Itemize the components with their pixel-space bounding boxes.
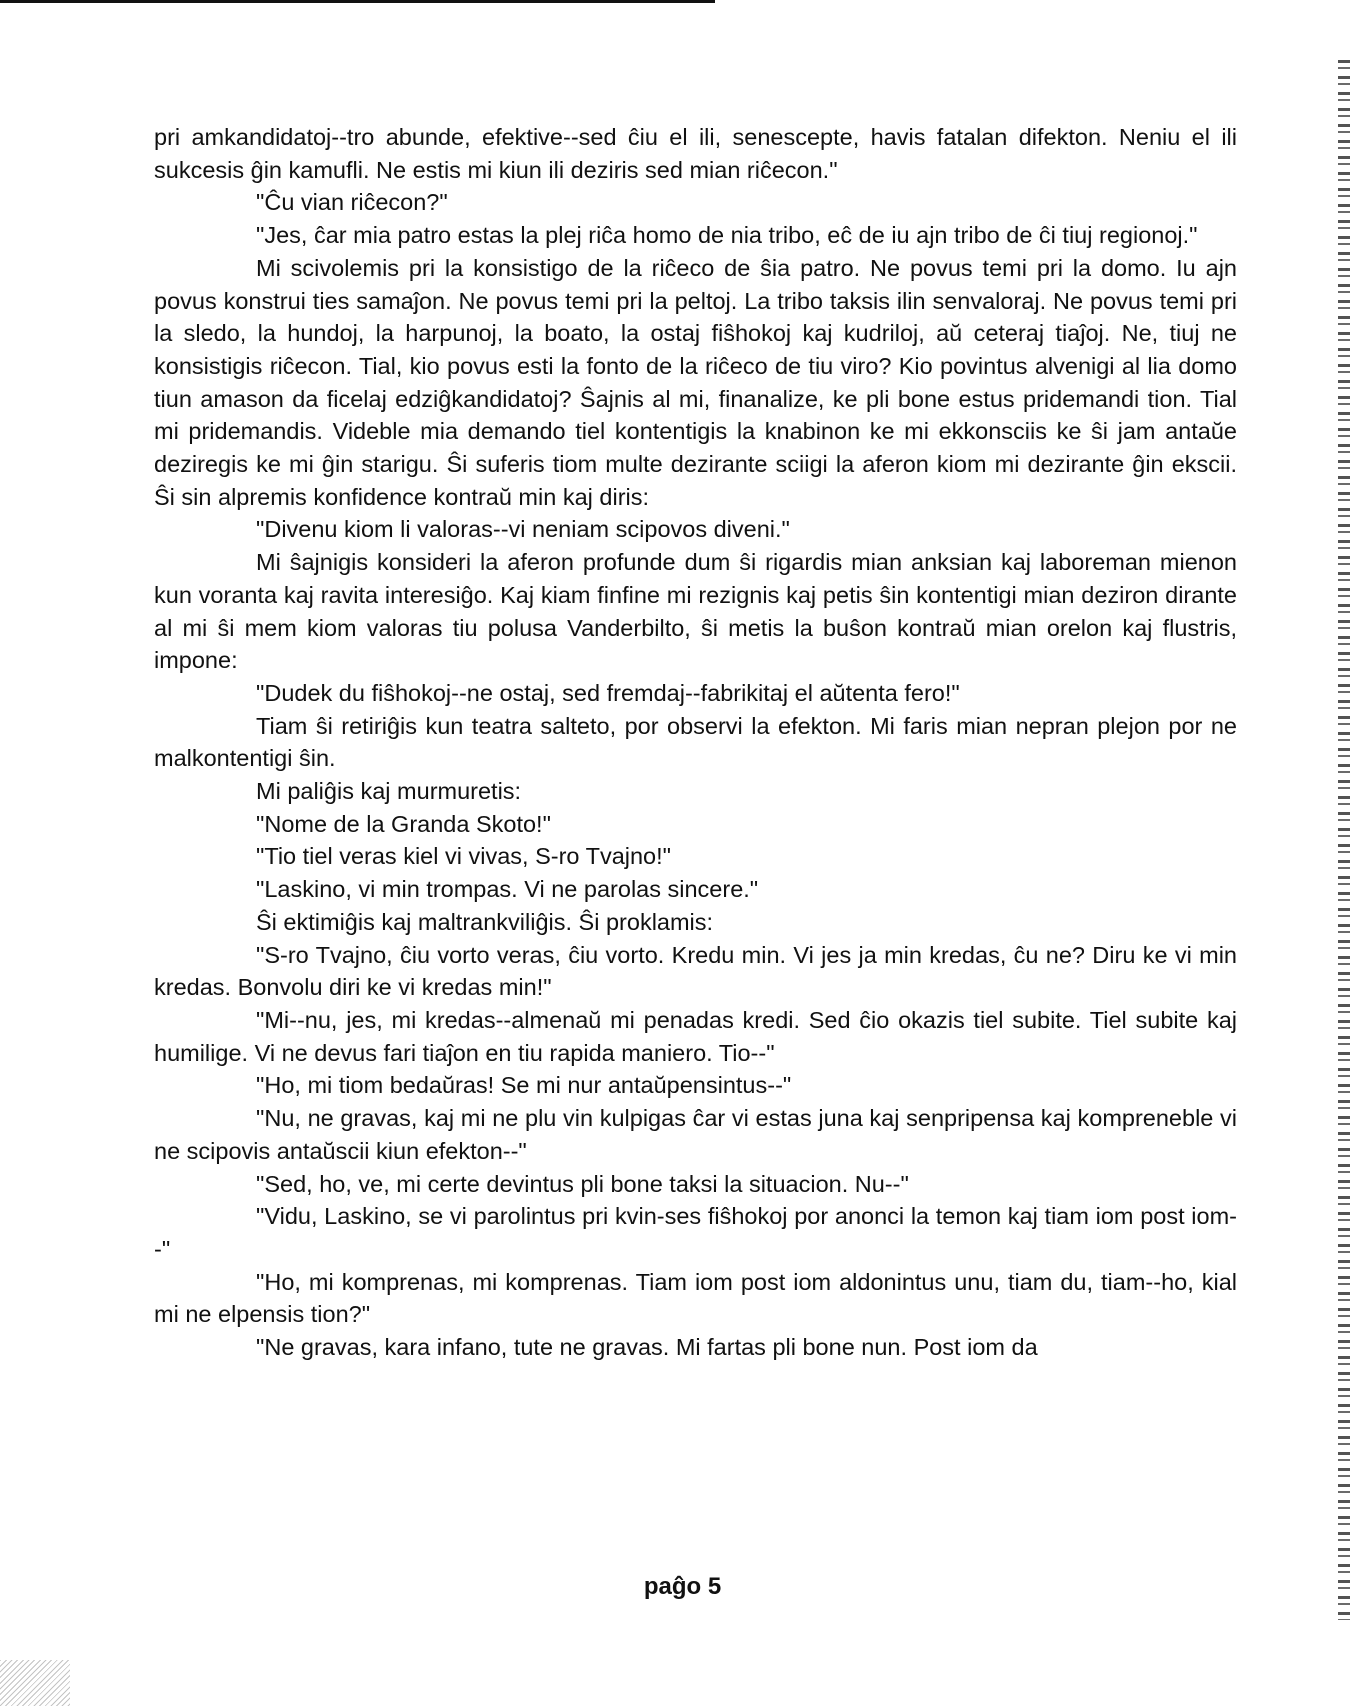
paragraph: "Laskino, vi min trompas. Vi ne parolas sincere."	[256, 876, 759, 903]
paragraph: "Ho, mi komprenas, mi komprenas. Tiam iom post iom aldonintus unu, tiam du, tiam--ho, kial mi ne elpensis tion?"	[154, 1268, 1237, 1328]
paragraph: "Nome de la Granda Skoto!"	[256, 810, 551, 837]
paragraph: "Ĉu vian riĉecon?"	[256, 189, 448, 216]
top-rule	[0, 0, 715, 3]
paragraph: "Divenu kiom li valoras--vi neniam scipovos diveni."	[256, 516, 790, 543]
paragraph: "S-ro Tvajno, ĉiu vorto veras, ĉiu vorto. Kredu min. Vi jes ja min kredas, ĉu ne? Diru ke vi min kredas. Bonvolu diri ke vi kredas min!"	[154, 941, 1237, 1001]
paragraph: pri amkandidatoj--tro abunde, efektive--sed ĉiu el ili, senescepte, havis fatalan difekton. Neniu el ili sukcesis ĝin kamufli. Ne estis mi kiun ili deziris sed mian riĉecon."	[154, 124, 1237, 183]
paragraph: "Tio tiel veras kiel vi vivas, S-ro Tvajno!"	[256, 843, 672, 870]
body-text	[154, 121, 1237, 1364]
paragraph: Mi paliĝis kaj murmuretis:	[256, 778, 522, 805]
paragraph: "Vidu, Laskino, se vi parolintus pri kvin-ses fiŝhokoj por anonci la temon kaj tiam iom post iom--"	[154, 1203, 1237, 1262]
scan-edge-artifact	[1338, 60, 1350, 1620]
paragraph: "Mi--nu, jes, mi kredas--almenaŭ mi penadas kredi. Sed ĉio okazis tiel subite. Tiel subite kaj humilige. Vi ne devus fari tiaĵon en tiu rapida maniero. Tio--"	[154, 1006, 1237, 1066]
paragraph: "Ho, mi tiom bedaŭras! Se mi nur antaŭpensintus--"	[256, 1072, 792, 1099]
paragraph: "Ne gravas, kara infano, tute ne gravas. Mi fartas pli bone nun. Post iom da	[256, 1334, 1038, 1361]
paragraph: "Sed, ho, ve, mi certe devintus pli bone taksi la situacion. Nu--"	[256, 1170, 909, 1197]
page-number: paĝo 5	[643, 1573, 722, 1600]
scan-corner-artifact	[0, 1660, 70, 1706]
paragraph: "Dudek du fiŝhokoj--ne ostaj, sed fremdaj--fabrikitaj el aŭtenta fero!"	[256, 679, 960, 706]
paragraph: "Nu, ne gravas, kaj mi ne plu vin kulpigas ĉar vi estas juna kaj senpripensa kaj kompreneble vi ne scipovis antaŭscii kiun efekton--"	[154, 1105, 1237, 1164]
paragraph: Mi ŝajnigis konsideri la aferon profunde dum ŝi rigardis mian anksian kaj laboreman mienon kun voranta kaj ravita interesiĝo. Kaj kiam finfine mi rezignis kaj petis ŝin kontentigi mian deziron dirante al mi ŝi mem kiom valoras tiu polusa Vanderbilto, ŝi metis la buŝon kontraŭ mian orelon kaj flustris, impone:	[154, 549, 1237, 674]
paragraph: Mi scivolemis pri la konsistigo de la riĉeco de ŝia patro. Ne povus temi pri la domo. Iu ajn povus konstrui ties samaĵon. Ne povus temi pri la peltoj. La tribo taksis ilin senvaloraj. Ne povus temi pri la sledo, la hundoj, la harpunoj, la boato, la ostaj fiŝhokoj kaj kudriloj, aŭ ceteraj tiaĵoj. Ne, tiuj ne konsistigis riĉecon. Tial, kio povus esti la fonto de la riĉeco de tiu viro? Kio povintus alvenigi al lia domo tiun amason da ficelaj edziĝkandidatoj? Ŝajnis al mi, finanalize, ke pli bone estus pridemandi tion. Tial mi pridemandis. Videble mia demando tiel kontentigis la knabinon ke mi ekkonsciis ke ŝi jam antaŭe deziregis ke mi ĝin starigu. Ŝi suferis tiom multe dezirante sciigi la aferon kiom mi dezirante ĝin ekscii. Ŝi sin alpremis konfidence kontraŭ min kaj diris:	[154, 254, 1237, 510]
paragraph: Tiam ŝi retiriĝis kun teatra salteto, por observi la efekton. Mi faris mian nepran plejon por ne malkontentigi ŝin.	[154, 712, 1237, 772]
paragraph: Ŝi ektimiĝis kaj maltrankviliĝis. Ŝi proklamis:	[256, 908, 714, 935]
paragraph: "Jes, ĉar mia patro estas la plej riĉa homo de nia tribo, eĉ de iu ajn tribo de ĉi tiuj regionoj."	[256, 222, 1198, 249]
